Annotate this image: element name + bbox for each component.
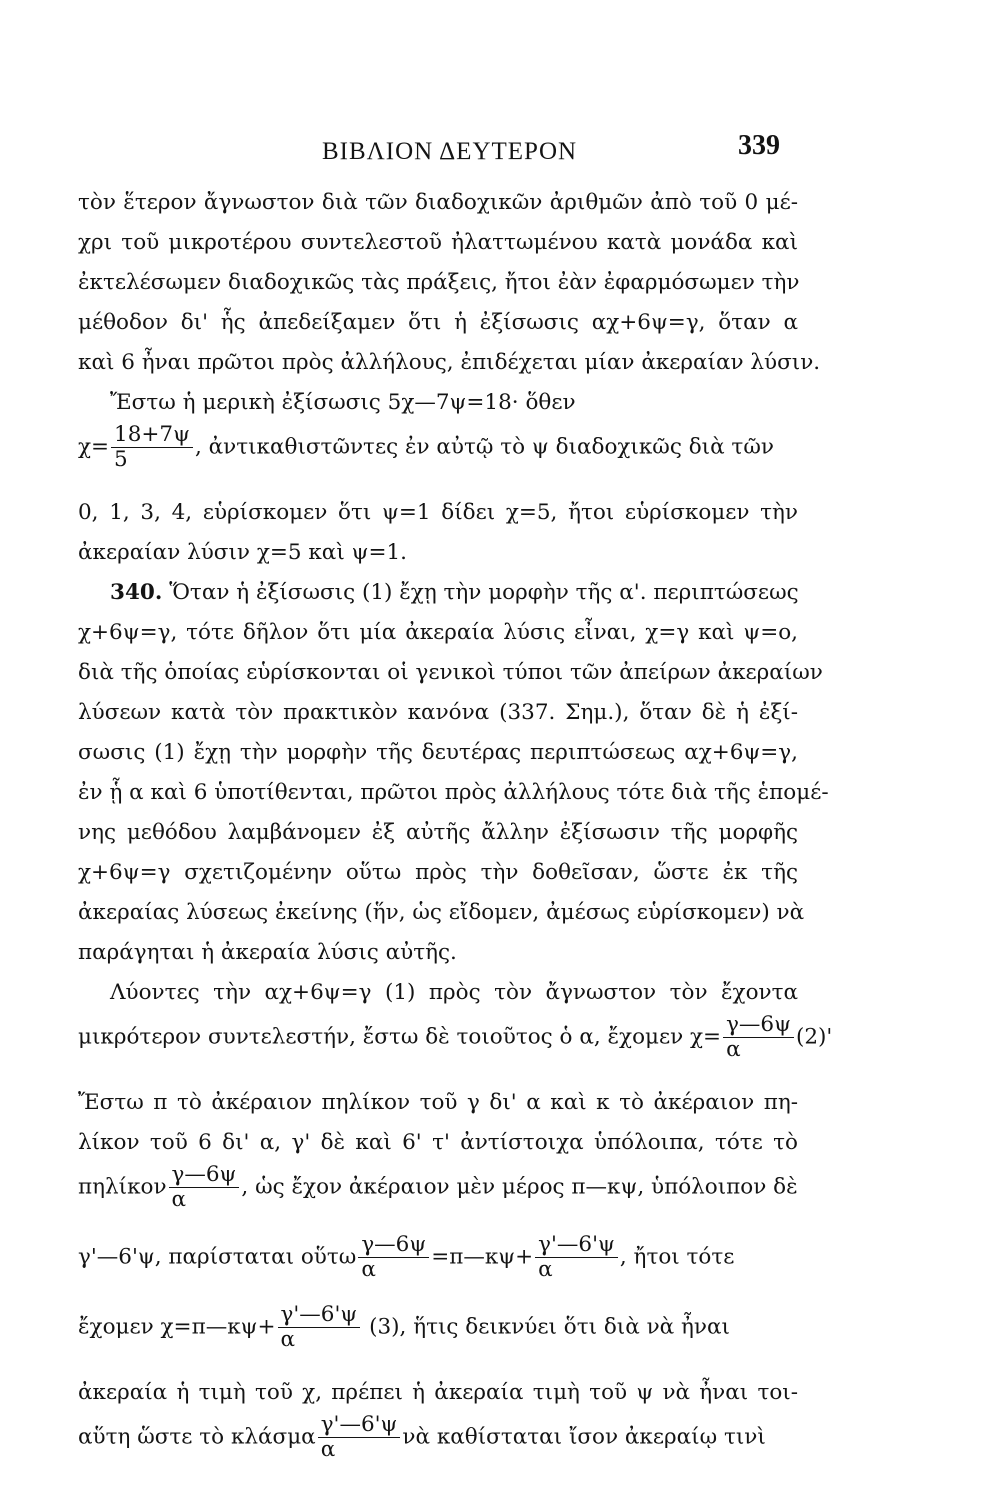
body-text [78, 183, 833, 1483]
fraction [318, 1413, 401, 1462]
equation-text: πηλίκον [78, 1174, 167, 1200]
text-line: χ+6ψ=γ, τότε δῆλον ὅτι μία ἀκεραία λύσις εἶναι, χ=γ καὶ ψ=ο, [78, 620, 798, 645]
equation-lhs: χ= [78, 434, 110, 460]
equation-text: αὕτη ὥστε τὸ κλάσμα [78, 1424, 316, 1450]
fraction [535, 1233, 618, 1282]
text-line: λίκον τοῦ 6 δι' α, γ' δὲ καὶ 6' τ' ἀντίστοιχα ὑπόλοιπα, τότε τὸ [78, 1130, 798, 1155]
text-line: μέθοδον δι' ἧς ἀπεδείξαμεν ὅτι ἡ ἐξίσωσις αχ+6ψ=γ, ὅταν α [78, 310, 798, 335]
equation-line [78, 1163, 798, 1233]
fraction-denominator: α [171, 1187, 187, 1212]
section-text: Ὅταν ἡ ἐξίσωσις (1) ἔχῃ τὴν μορφὴν τῆς α'. περιπτώσεως [162, 580, 799, 605]
section-number: 340. [110, 580, 163, 605]
fraction-numerator: γ—6ψ [169, 1163, 240, 1188]
equation-line [78, 1233, 798, 1303]
text-line: Ἔστω ἡ μερικὴ ἐξίσωσις 5χ—7ψ=18· ὅθεν [110, 390, 576, 415]
fraction-denominator: α [320, 1437, 336, 1462]
fraction-numerator: 18+7ψ [111, 423, 193, 448]
text-line: νης μεθόδου λαμβάνομεν ἐξ αὐτῆς ἄλλην ἐξίσωσιν τῆς μορφῆς [78, 820, 798, 845]
text-line: διὰ τῆς ὁποίας εὑρίσκονται οἱ γενικοὶ τύποι τῶν ἀπείρων ἀκεραίων [78, 660, 823, 685]
fraction-denominator: α [361, 1257, 376, 1282]
equation-text: (3), ἥτις δεικνύει ὅτι διὰ νὰ ἦναι [362, 1314, 730, 1340]
fraction-numerator: γ'—6'ψ [278, 1303, 361, 1328]
fraction-denominator: α [280, 1327, 296, 1352]
equation-line [78, 1303, 798, 1373]
fraction-denominator: 5 [114, 447, 128, 472]
fraction-denominator: α [538, 1257, 553, 1282]
text-line: λύσεων κατὰ τὸν πρακτικὸν κανόνα (337. Σημ.), ὅταν δὲ ἡ ἐξί- [78, 700, 798, 725]
text-line: καὶ 6 ἦναι πρῶτοι πρὸς ἀλλήλους, ἐπιδέχεται μίαν ἀκεραίαν λύσιν. [78, 350, 821, 375]
page-number: 339 [738, 130, 780, 161]
equation-text: νὰ καθίσταται ἴσον ἀκεραίῳ τινὶ [402, 1424, 766, 1450]
text-line: σωσις (1) ἔχῃ τὴν μορφὴν τῆς δευτέρας περιπτώσεως αχ+6ψ=γ, [78, 740, 798, 765]
equation-text: , ἀντικαθιστῶντες ἐν αὐτῷ τὸ ψ διαδοχικῶς διὰ τῶν [194, 434, 774, 460]
equation-text: =π—κψ+ [431, 1244, 534, 1270]
running-head: ΒΙΒΛΙΟΝ ΔΕΥΤΕΡΟΝ [322, 138, 578, 165]
text-line: χ+6ψ=γ σχετιζομένην οὕτω πρὸς τὴν δοθεῖσαν, ὥστε ἐκ τῆς [78, 860, 798, 885]
fraction-numerator: γ—6ψ [723, 1013, 794, 1038]
text-line: ἀκεραία ἡ τιμὴ τοῦ χ, πρέπει ἡ ἀκεραία τιμὴ τοῦ ψ νὰ ἦναι τοι- [78, 1380, 798, 1405]
text-line: Ἔστω π τὸ ἀκέραιον πηλίκον τοῦ γ δι' α καὶ κ τὸ ἀκέραιον πη- [78, 1090, 798, 1115]
equation-text: μικρότερον συντελεστήν, ἔστω δὲ τοιοῦτος ὁ α, ἔχομεν χ= [78, 1024, 722, 1050]
fraction-numerator: γ—6ψ [358, 1233, 429, 1258]
fraction-denominator: α [726, 1037, 741, 1062]
text-line: ἀκεραίαν λύσιν χ=5 καὶ ψ=1. [78, 540, 407, 565]
text-line: ἐκτελέσωμεν διαδοχικῶς τὰς πράξεις, ἤτοι ἐὰν ἐφαρμόσωμεν τὴν [78, 270, 800, 295]
equation-text: ἔχομεν χ=π—κψ+ [78, 1314, 276, 1340]
equation-line [78, 1012, 833, 1083]
text-line: παράγηται ἡ ἀκεραία λύσις αὐτῆς. [78, 940, 457, 965]
equation-label: (2)' [795, 1024, 833, 1050]
fraction [278, 1303, 361, 1352]
fraction [169, 1163, 240, 1212]
equation-text: γ'—6'ψ, παρίσταται οὕτω [78, 1244, 357, 1270]
text-line: χρι τοῦ μικροτέρου συντελεστοῦ ἠλαττωμένου κατὰ μονάδα καὶ [78, 230, 798, 255]
fraction-numerator: γ'—6'ψ [535, 1233, 618, 1258]
equation-text: , ἤτοι τότε [619, 1244, 735, 1270]
section-line [78, 573, 798, 613]
text-line: ἐν ᾗ α καὶ 6 ὑποτίθενται, πρῶτοι πρὸς ἀλλήλους τότε διὰ τῆς ἑπομέ- [78, 780, 829, 805]
text-line: Λύοντες τὴν αχ+6ψ=γ (1) πρὸς τὸν ἄγνωστον τὸν ἔχοντα [110, 980, 798, 1005]
fraction [358, 1233, 429, 1282]
fraction [723, 1013, 794, 1062]
equation-line [78, 423, 798, 493]
fraction-numerator: γ'—6'ψ [318, 1413, 401, 1438]
text-line: τὸν ἕτερον ἄγνωστον διὰ τῶν διαδοχικῶν ἀριθμῶν ἀπὸ τοῦ 0 μέ- [78, 190, 798, 215]
text-line: ἀκεραίας λύσεως ἐκείνης (ἥν, ὡς εἴδομεν, ἀμέσως εὑρίσκομεν) νὰ [78, 900, 805, 925]
text-line: 0, 1, 3, 4, εὑρίσκομεν ὅτι ψ=1 δίδει χ=5, ἤτοι εὑρίσκομεν τὴν [78, 500, 798, 525]
fraction [111, 423, 193, 472]
equation-text: , ὡς ἔχον ἀκέραιον μὲν μέρος π—κψ, ὑπόλοιπον δὲ [241, 1174, 798, 1200]
equation-line [78, 1413, 798, 1483]
page-header [0, 130, 997, 170]
